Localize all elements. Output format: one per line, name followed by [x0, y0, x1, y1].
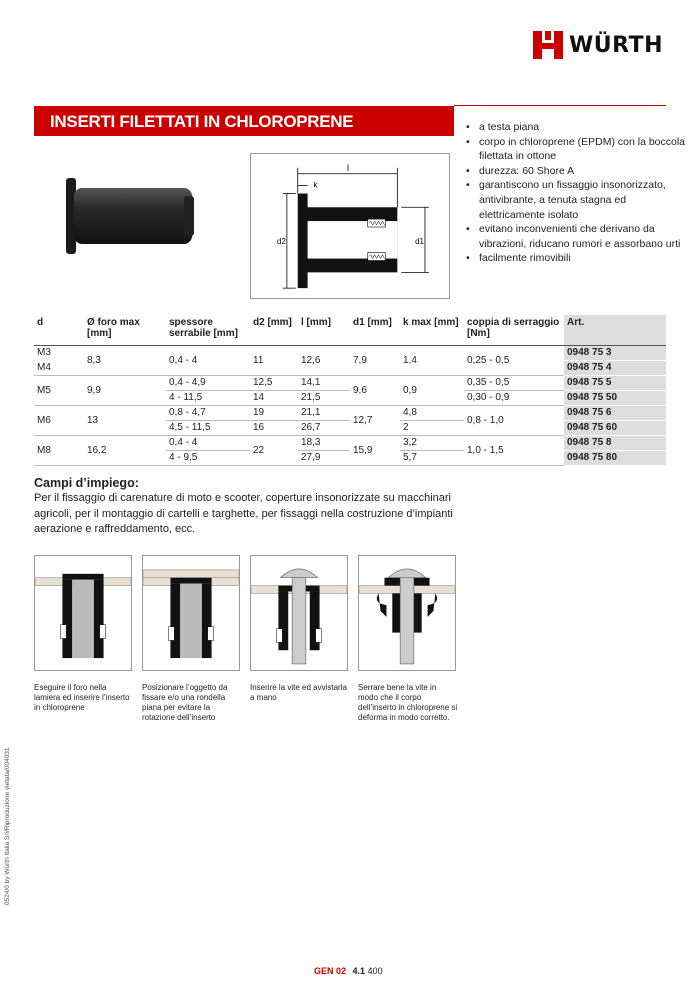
article-number: 0948 75 6: [564, 405, 666, 420]
cell: 16: [250, 420, 298, 435]
cell: 4,8: [400, 405, 464, 420]
footer-chapter: 4.1: [352, 966, 366, 976]
cell: M3: [37, 347, 51, 359]
step-1-caption: Eseguire il foro nella lamiera ed inserire l’inserto in chloroprene: [34, 683, 130, 712]
cell: 0,35 - 0,5: [464, 375, 564, 390]
cell: 12,5: [250, 375, 298, 390]
col-spessore: spessore serrabile [mm]: [166, 315, 250, 345]
step-2-caption: Posizionare l’oggetto da fissare e/o una rondella piana per evitare la rotazione dell’inserto: [142, 683, 228, 722]
cell: 26,7: [298, 420, 350, 435]
cell: 3,2: [400, 435, 464, 450]
feature-item: • a testa piana: [466, 120, 686, 135]
cell: 13: [84, 405, 166, 435]
table-header-row: [34, 315, 666, 345]
label-k: k: [313, 180, 318, 190]
cell: 12,7: [350, 405, 400, 435]
article-number: 0948 75 80: [564, 450, 666, 465]
cell: 1,0 - 1,5: [464, 435, 564, 465]
feature-item: • evitano inconvenienti che derivano da vibrazioni, riducano rumori e assorbano urti: [466, 222, 686, 251]
copyright-note: 0524/0 by Würth Italia Srl/Riproduzione vietata/004031: [4, 747, 11, 905]
cell: 11: [250, 345, 298, 375]
cell: 4 - 9,5: [166, 450, 250, 465]
cell: 8,3: [84, 345, 166, 375]
cell: 14: [250, 390, 298, 405]
cell: 12,6: [298, 345, 350, 375]
cell: 0,4 - 4: [166, 345, 250, 375]
spec-table: [34, 315, 666, 466]
feature-list: [466, 120, 686, 266]
cell: 7,9: [350, 345, 400, 375]
article-number: 0948 75 4: [564, 360, 666, 375]
feature-item: • garantiscono un fissaggio insonorizzato, antivibrante, a tenuta stagna ed elettricamente isolato: [466, 178, 686, 222]
cell: M5: [34, 375, 84, 405]
table-row: [34, 345, 666, 360]
feature-item: • corpo in chloroprene (EPDM) con la boccola filettata in ottone: [466, 135, 686, 164]
step-1-illustration: [34, 555, 132, 671]
col-d2: d2 [mm]: [250, 315, 298, 345]
page-footer: [314, 966, 383, 976]
cell: 2: [400, 420, 464, 435]
step-4-illustration: [358, 555, 456, 671]
cell: 0,8 - 4,7: [166, 405, 250, 420]
cell: 15,9: [350, 435, 400, 465]
footer-page: 400: [367, 966, 383, 976]
cell: 0,9: [400, 375, 464, 405]
step-4-caption: Serrare bene la vite in modo che il corpo dell’inserto in chloroprene si deforma in modo corretto.: [358, 683, 458, 722]
cell: 18,3: [298, 435, 350, 450]
cell: 1,4: [400, 345, 464, 375]
col-l: l [mm]: [298, 315, 350, 345]
page-title: INSERTI FILETTATI IN CHLOROPRENE: [50, 112, 354, 131]
cell: 21,5: [298, 390, 350, 405]
step-3-illustration: [250, 555, 348, 671]
step-2-illustration: [142, 555, 240, 671]
usage-text: Per il fissaggio di carenature di moto e scooter, coperture insonorizzate su macchinari agricoli, per il montaggio di cartelli e targhette, per fissaggi nella costruzione d’impianti aerazione e raffreddamento, ecc.: [34, 492, 453, 535]
feature-item: • facilmente rimovibili: [466, 251, 686, 266]
cell: 19: [250, 405, 298, 420]
step-3-caption: Inserire la vite ed avvistarla a mano: [250, 683, 347, 702]
col-coppia: coppia di serraggio [Nm]: [464, 315, 564, 345]
cell: 27,9: [298, 450, 350, 465]
col-d: d: [34, 315, 84, 345]
col-art: Art.: [564, 315, 666, 345]
table-row: [34, 375, 666, 390]
article-number: 0948 75 8: [564, 435, 666, 450]
table-row: [34, 405, 666, 420]
technical-diagram: [250, 153, 450, 299]
cell: 4,5 - 11,5: [166, 420, 250, 435]
cell: M4: [34, 360, 84, 375]
feature-item: • durezza: 60 Shore A: [466, 164, 686, 179]
cell: M8: [34, 435, 84, 465]
cell: 0,4 - 4: [166, 435, 250, 450]
cell: 22: [250, 435, 298, 465]
wurth-logo: [533, 28, 673, 62]
footer-section: GEN 02: [314, 966, 347, 976]
label-d2: d2: [277, 236, 286, 246]
label-d1: d1: [415, 236, 424, 246]
cell: 9,6: [350, 375, 400, 405]
article-number: 0948 75 3: [564, 345, 666, 360]
cell: 0,25 - 0,5: [464, 345, 564, 375]
cell: 0,4 - 4,9: [166, 375, 250, 390]
cell: 5,7: [400, 450, 464, 465]
wurth-logo-icon: [533, 31, 563, 59]
cell: 16,2: [84, 435, 166, 465]
brand-name: WÜRTH: [569, 32, 664, 58]
col-foro: Ø foro max [mm]: [84, 315, 166, 345]
col-d1: d1 [mm]: [350, 315, 400, 345]
col-k: k max [mm]: [400, 315, 464, 345]
title-bar: [34, 106, 454, 136]
article-number: 0948 75 50: [564, 390, 666, 405]
cell: M6: [34, 405, 84, 435]
label-l: l: [347, 162, 350, 173]
product-photo: [58, 170, 208, 260]
cell: 14,1: [298, 375, 350, 390]
cell: 0,30 - 0,9: [464, 390, 564, 405]
cell: 0,8 - 1,0: [464, 405, 564, 435]
cell: 9,9: [84, 375, 166, 405]
cell: 4 - 11,5: [166, 390, 250, 405]
usage-title: Campi d’impiego:: [34, 476, 139, 490]
title-divider: [454, 105, 666, 106]
table-row: [34, 435, 666, 450]
article-number: 0948 75 60: [564, 420, 666, 435]
article-number: 0948 75 5: [564, 375, 666, 390]
cell: 21,1: [298, 405, 350, 420]
